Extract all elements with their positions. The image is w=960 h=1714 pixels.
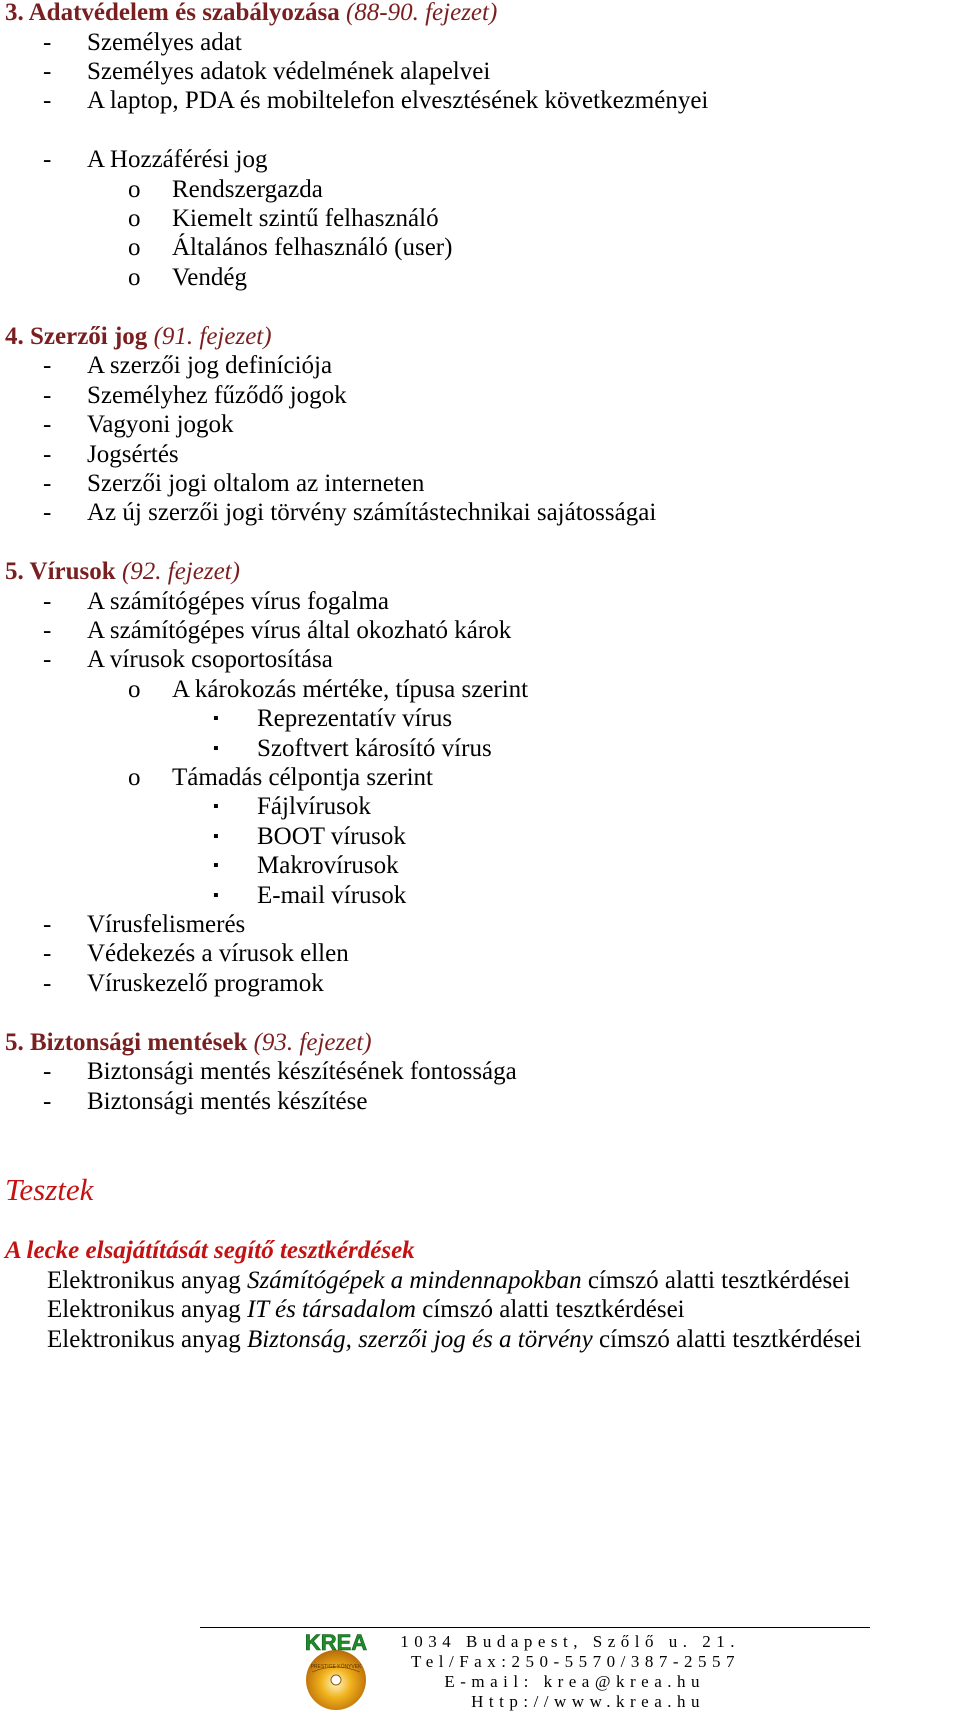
sub-sub-list-item: ▪ Szoftvert károsító vírus <box>213 735 492 762</box>
sub-list-item: o Rendszergazda <box>128 176 323 203</box>
sub-sub-list-item: ▪ BOOT vírusok <box>213 823 406 850</box>
sub-list-item: o Támadás célpontja szerint <box>128 764 433 791</box>
logo-tagline: PRESTIGE KÖNYVEK <box>310 1664 362 1670</box>
footer-address: 1034 Budapest, Szőlő u. 21. <box>400 1632 740 1651</box>
list-item: - Személyes adat <box>43 29 242 56</box>
sub-sub-list-item: ▪ E-mail vírusok <box>213 882 407 909</box>
list-item: - Vagyoni jogok <box>43 411 234 438</box>
section-backup-heading: 5. Biztonsági mentések (93. fejezet) <box>5 1029 372 1056</box>
sub-list-item: o Kiemelt szintű felhasználó <box>128 205 439 232</box>
list-item: - Az új szerzői jogi törvény számítástechnikai sajátosságai <box>43 499 657 526</box>
list-item: - A laptop, PDA és mobiltelefon elvesztésének következményei <box>43 87 709 114</box>
footer-email: E-mail: krea@krea.hu <box>444 1672 705 1691</box>
list-item: - A számítógépes vírus által okozható károk <box>43 617 512 644</box>
list-item: - Védekezés a vírusok ellen <box>43 940 349 967</box>
list-item: - Jogsértés <box>43 441 179 468</box>
logo-wordmark: KREA <box>304 1632 368 1655</box>
list-item: - Személyes adatok védelmének alapelvei <box>43 58 491 85</box>
footer-web: Http://www.krea.hu <box>471 1692 705 1711</box>
list-item: - A Hozzáférési jog <box>43 146 268 173</box>
sub-sub-list-item: ▪ Fájlvírusok <box>213 793 371 820</box>
test-reference-line: Elektronikus anyag Biztonság, szerzői jog és a törvény címszó alatti tesztkérdései <box>47 1326 862 1353</box>
list-item: - Biztonsági mentés készítése <box>43 1088 368 1115</box>
section-3-heading: 3. Adatvédelem és szabályozása (88-90. fejezet) <box>5 0 498 26</box>
footer-phone: Tel/Fax:250-5570/387-2557 <box>411 1652 740 1671</box>
sub-sub-list-item: ▪ Reprezentatív vírus <box>213 705 453 732</box>
sub-list-item: o Általános felhasználó (user) <box>128 234 453 261</box>
test-reference-line: Elektronikus anyag Számítógépek a mindennapokban címszó alatti tesztkérdései <box>47 1267 851 1294</box>
tests-subtitle: A lecke elsajátítását segítő tesztkérdések <box>5 1237 415 1264</box>
test-reference-line: Elektronikus anyag IT és társadalom címszó alatti tesztkérdései <box>47 1296 685 1323</box>
list-item: - Víruskezelő programok <box>43 970 324 997</box>
section-4-heading: 4. Szerzői jog (91. fejezet) <box>5 323 272 350</box>
list-item: - Vírusfelismerés <box>43 911 246 938</box>
tests-title: Tesztek <box>5 1172 94 1207</box>
list-item: - A számítógépes vírus fogalma <box>43 588 390 615</box>
sub-sub-list-item: ▪ Makrovírusok <box>213 852 399 879</box>
list-item: - Személyhez fűződő jogok <box>43 382 347 409</box>
sub-list-item: o Vendég <box>128 264 247 291</box>
list-item: - A vírusok csoportosítása <box>43 646 333 673</box>
list-item: - Szerzői jogi oltalom az interneten <box>43 470 425 497</box>
footer-divider <box>200 1627 870 1628</box>
section-5-heading: 5. Vírusok (92. fejezet) <box>5 558 240 585</box>
sub-list-item: o A károkozás mértéke, típusa szerint <box>128 676 529 703</box>
list-item: - Biztonsági mentés készítésének fontossága <box>43 1058 517 1085</box>
list-item: - A szerzői jog definíciója <box>43 352 333 379</box>
